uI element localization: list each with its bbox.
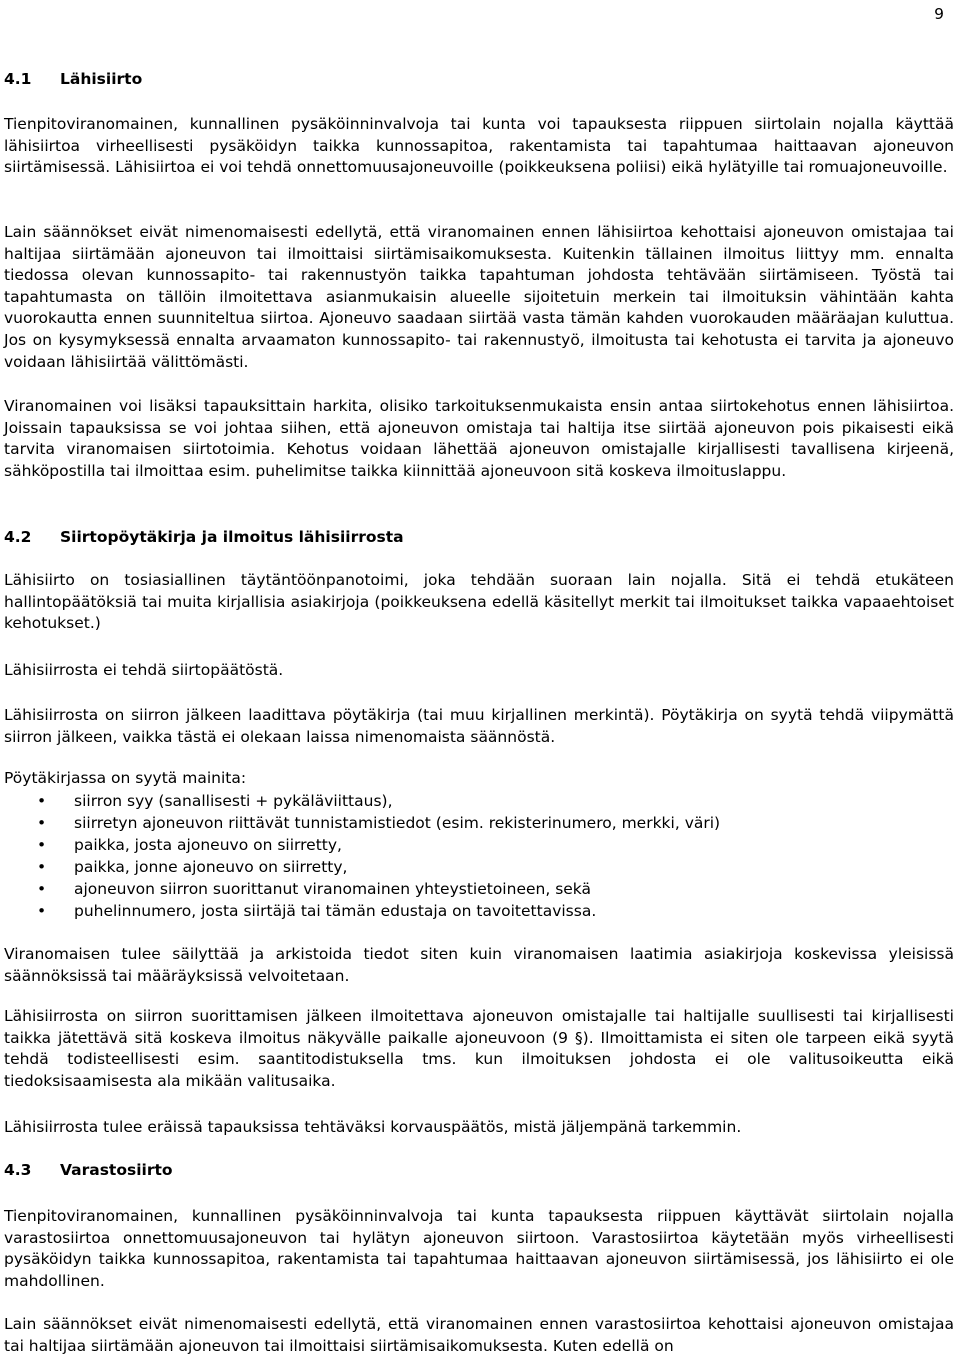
list-item <box>4 834 954 856</box>
list-item <box>4 856 954 878</box>
paragraph: Lähisiirrosta tulee eräissä tapauksissa tehtäväksi korvauspäätös, mistä jäljempänä tarkemmin. <box>4 1118 742 1136</box>
bullet-icon: • <box>37 814 47 832</box>
list-item-text: ajoneuvon siirron suorittanut viranomainen yhteystietoineen, sekä <box>74 880 592 898</box>
bullet-icon: • <box>37 902 47 920</box>
section-number: 4.1 <box>4 70 32 88</box>
paragraph: Lähisiirrosta on siirron jälkeen laadittava pöytäkirja (tai muu kirjallinen merkintä). Pöytäkirja on syytä tehdä viipymättä siirron jälkeen, vaikka tästä ei olekaan laissa nimenomaista säännöstä. <box>4 706 954 746</box>
bullet-icon: • <box>37 858 47 876</box>
page-number: 9 <box>934 5 944 23</box>
list-item-text: siirretyn ajoneuvon riittävät tunnistamistiedot (esim. rekisterinumero, merkki, väri) <box>74 814 721 832</box>
bullet-list <box>4 790 954 922</box>
paragraph: Lähisiirrosta on siirron suorittamisen jälkeen ilmoitettava ajoneuvon omistajalle tai haltijalle suullisesti tai kirjallisesti taikka jätettävä sitä koskeva ilmoitus näkyvälle paikalle ajoneuvoon (9 §). Ilmoittamista ei siten ole tarpeen eikä syytä tehdä todisteellisesti esim. saantitodistuksella tms. kun ilmoituksen johdosta ei ole valitusoikeutta eikä tiedoksisaamisesta ala mikään valitusaika. <box>4 1007 954 1090</box>
paragraph: Lähisiirrosta ei tehdä siirtopäätöstä. <box>4 661 284 679</box>
list-item <box>4 900 954 922</box>
paragraph: Viranomaisen tulee säilyttää ja arkistoida tiedot siten kuin viranomaisen laatimia asiakirjoja koskevissa yleisissä säännöksissä tai määräyksissä velvoitetaan. <box>4 945 954 985</box>
list-item-text: siirron syy (sanallisesti + pykäläviittaus), <box>74 792 393 810</box>
section-heading-4-2 <box>4 527 404 548</box>
bullet-icon: • <box>37 880 47 898</box>
list-intro: Pöytäkirjassa on syytä mainita: <box>4 769 247 787</box>
list-item <box>4 878 954 900</box>
section-title: Varastosiirto <box>60 1161 173 1179</box>
section-heading-4-3 <box>4 1160 173 1181</box>
paragraph: Lähisiirto on tosiasiallinen täytäntöönpanotoimi, joka tehdään suoraan lain nojalla. Sitä ei tehdä etukäteen hallintopäätöksiä tai muita kirjallisia asiakirjoja (poikkeuksena edellä käsitellyt merkit tai ilmoitukset taikka vapaaehtoiset kehotukset.) <box>4 571 954 633</box>
section-title: Siirtopöytäkirja ja ilmoitus lähisiirrosta <box>60 528 404 546</box>
list-item-text: paikka, josta ajoneuvo on siirretty, <box>74 836 342 854</box>
bullet-icon: • <box>37 836 47 854</box>
paragraph: Lain säännökset eivät nimenomaisesti edellytä, että viranomainen ennen lähisiirtoa kehottaisi ajoneuvon omistajaa tai haltijaa siirtämään ajoneuvon tai ilmoittaisi siirtämisaikomuksesta. Kuitenkin tällainen ilmoitus liittyy mm. ennalta tiedossa olevan kunnossapito- tai rakennustyön taikka tapahtuman johdosta tehtävään siirtämiseen. Työstä tai tapahtumasta on tällöin ilmoitettava asianmukaisin alueelle sijoitetuin merkein tai ilmoituksin vähintään kahta vuorokautta ennen suunniteltua siirtoa. Ajoneuvo saadaan siirtää vasta tämän kahden vuorokauden määräajan kuluttua. Jos on kysymyksessä ennalta arvaamaton kunnossapito- tai rakennustyö, ilmoitusta tai kehotusta ei tarvita ja ajoneuvo voidaan lähisiirtää välittömästi. <box>4 223 954 371</box>
section-heading-4-1 <box>4 69 142 90</box>
paragraph: Tienpitoviranomainen, kunnallinen pysäköinninvalvoja tai kunta voi tapauksesta riippuen siirtolain nojalla käyttää lähisiirtoa virheellisesti pysäköidyn taikka kunnossapitoa, rakentamista tai tapahtumaa haittaavan ajoneuvon siirtämisessä. Lähisiirtoa ei voi tehdä onnettomuusajoneuvoille (poikkeuksena poliisi) eikä hylätyille tai romuajoneuvoille. <box>4 115 954 177</box>
paragraph: Lain säännökset eivät nimenomaisesti edellytä, että viranomainen ennen varastosiirtoa kehottaisi ajoneuvon omistajaa tai haltijaa siirtämään ajoneuvon tai ilmoittaisi siirtämisaikomuksesta. Kuten edellä on <box>4 1315 954 1355</box>
section-number: 4.3 <box>4 1161 32 1179</box>
section-title: Lähisiirto <box>60 70 143 88</box>
bullet-icon: • <box>37 792 47 810</box>
section-number: 4.2 <box>4 528 32 546</box>
paragraph: Tienpitoviranomainen, kunnallinen pysäköinninvalvoja tai kunta tapauksesta riippuen käyttävät siirtolain nojalla varastosiirtoa onnettomuusajoneuvon tai hylätyn ajoneuvon siirtoon. Varastosiirtoa käytetään myös virheellisesti pysäköidyn taikka kunnossapitoa, rakentamista tai tapahtumaa haittaavan ajoneuvon siirtämisessä, jos lähisiirto ei ole mahdollinen. <box>4 1207 954 1290</box>
paragraph: Viranomainen voi lisäksi tapauksittain harkita, olisiko tarkoituksenmukaista ensin antaa siirtokehotus ennen lähisiirtoa. Joissain tapauksissa se voi johtaa siihen, että ajoneuvon omistaja tai haltija itse siirtää ajoneuvon pois pikaisesti eikä tarvita viranomaisen siirtotoimia. Kehotus voidaan lähettää ajoneuvon omistajalle kirjallisesti tavallisena kirjeenä, sähköpostilla tai ilmoittaa esim. puhelimitse taikka kiinnittää ajoneuvoon sitä koskeva ilmoituslappu. <box>4 397 954 480</box>
list-item <box>4 790 954 812</box>
list-item <box>4 812 954 834</box>
list-item-text: puhelinnumero, josta siirtäjä tai tämän edustaja on tavoitettavissa. <box>74 902 597 920</box>
list-item-text: paikka, jonne ajoneuvo on siirretty, <box>74 858 348 876</box>
